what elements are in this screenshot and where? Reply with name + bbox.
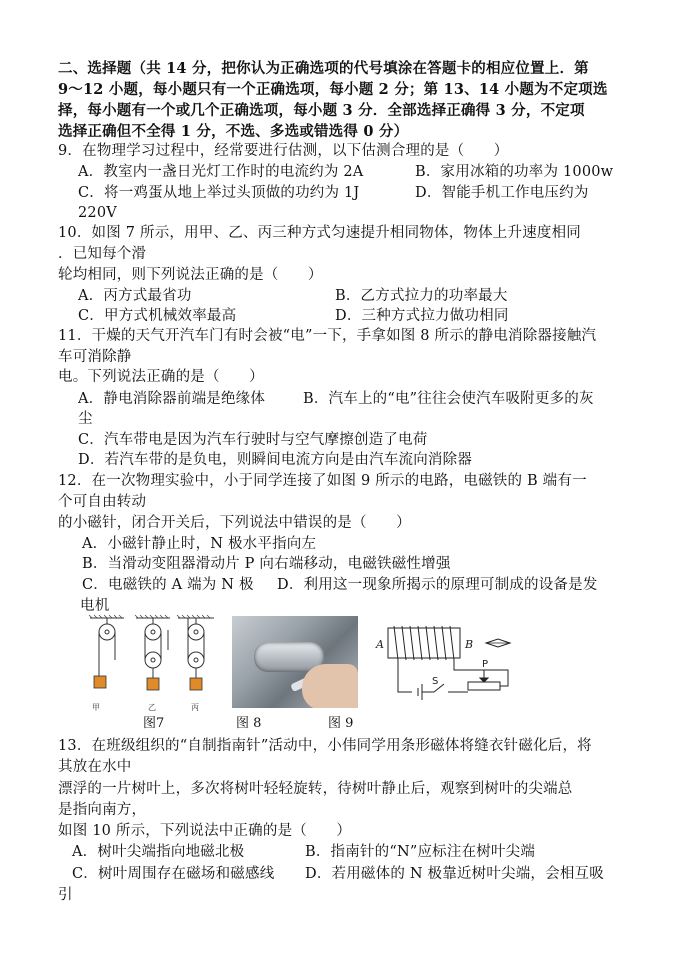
label-switch: S: [432, 676, 439, 687]
q11-stem-1: 11．干燥的天气开汽车门有时会被“电”一下，手拿如图 8 所示的静电消除器接触汽: [58, 328, 597, 344]
q13-option-d-cont: 引: [58, 887, 73, 903]
q11-option-b-cont: 尘: [78, 411, 93, 427]
figure-7-pulleys: [84, 614, 224, 714]
pulley-label-bing: 丙: [191, 703, 199, 712]
q12-option-d: D．利用这一现象所揭示的原理可制成的设备是发: [277, 577, 598, 593]
q13-option-c: C．树叶周围存在磁场和磁感线: [72, 866, 275, 882]
q11-option-a: A．静电消除器前端是绝缘体: [78, 391, 266, 407]
pulley-label-jia: 甲: [92, 703, 100, 712]
q13-stem-5: 如图 10 所示，下列说法中正确的是（ ）: [58, 823, 352, 839]
q9-option-d-cont: 220V: [78, 205, 117, 221]
q13-option-b: B．指南针的“N”应标注在树叶尖端: [305, 844, 536, 860]
q9-stem: 9．在物理学习过程中，经常要进行估测，以下估测合理的是（ ）: [58, 143, 509, 159]
q11-option-c: C．汽车带电是因为汽车行驶时与空气摩擦创造了电荷: [78, 432, 428, 448]
q10-stem-1: 10．如图 7 所示，用甲、乙、丙三种方式匀速提升相同物体，物体上升速度相同: [58, 225, 581, 241]
section-header-line-1: 二、选择题（共 14 分，把你认为正确选项的代号填涂在答题卡的相应位置上．第: [58, 60, 589, 77]
q12-stem-2: 个可自由转动: [58, 494, 147, 510]
section-header-line-3: 择，每小题有一个或几个正确选项，每小题 3 分．全部选择正确得 3 分，不定项: [58, 102, 585, 119]
q13-stem-2: 其放在水中: [58, 759, 132, 775]
q10-option-a: A．丙方式最省功: [78, 288, 192, 304]
label-p: P: [482, 659, 489, 670]
figure-9-caption: 图 9: [328, 716, 354, 731]
pulley-label-yi: 乙: [148, 703, 156, 712]
q9-option-c: C．将一鸡蛋从地上举过头顶做的功约为 1J: [78, 185, 360, 201]
hand: [302, 664, 358, 708]
figure-8-photo: [232, 616, 358, 708]
figure-8-caption: 图 8: [236, 716, 262, 731]
q13-stem-4: 是指向南方，: [58, 802, 147, 818]
q13-option-d: D．若用磁体的 N 极靠近树叶尖端，会相互吸: [305, 866, 604, 882]
q13-stem-1: 13．在班级组织的“自制指南针”活动中，小伟同学用条形磁体将缝衣针磁化后，将: [58, 738, 592, 754]
q9-option-d: D．智能手机工作电压约为: [415, 185, 589, 201]
q13-stem-3: 漂浮的一片树叶上，多次将树叶轻轻旋转，待树叶静止后，观察到树叶的尖端总: [58, 781, 573, 797]
q10-stem-3: 轮均相同，则下列说法正确的是（ ）: [58, 267, 323, 283]
q10-option-b: B．乙方式拉力的功率最大: [335, 288, 508, 304]
figure-9-circuit: [372, 618, 522, 702]
q12-option-d-cont: 电机: [80, 598, 110, 614]
q12-stem-1: 12．在一次物理实验中，小于同学连接了如图 9 所示的电路，电磁铁的 B 端有一: [58, 473, 587, 489]
section-header-line-2: 9～12 小题，每小题只有一个正确选项，每小题 2 分；第 13、14 小题为不定项选: [58, 81, 608, 98]
q12-option-a: A．小磁针静止时，N 极水平指向左: [82, 536, 317, 552]
q11-option-d: D．若汽车带的是负电，则瞬间电流方向是由汽车流向消除器: [78, 452, 473, 468]
q11-stem-2: 车可消除静: [58, 349, 132, 365]
label-b: B: [465, 638, 474, 651]
q10-option-c: C．甲方式机械效率最高: [78, 308, 237, 324]
section-header-line-4: 选择正确但不全得 1 分，不选、多选或错选得 0 分）: [58, 123, 409, 140]
q13-option-a: A．树叶尖端指向地磁北极: [72, 844, 245, 860]
q11-stem-3: 电。下列说法正确的是（ ）: [58, 369, 264, 385]
q9-option-a: A．教室内一盏日光灯工作时的电流约为 2A: [78, 164, 364, 180]
q9-option-b: B．家用冰箱的功率为 1000w: [415, 164, 614, 180]
q10-option-d: D．三种方式拉力做功相同: [335, 308, 509, 324]
label-a: A: [376, 638, 384, 651]
q12-option-b: B．当滑动变阻器滑动片 P 向右端移动，电磁铁磁性增强: [82, 556, 451, 572]
q11-option-b: B．汽车上的“电”往往会使汽车吸附更多的灰: [303, 391, 594, 407]
q12-option-c: C．电磁铁的 A 端为 N 极: [82, 577, 254, 593]
q12-stem-3: 的小磁针，闭合开关后，下列说法中错误的是（ ）: [58, 515, 411, 531]
figure-7-caption: 图7: [143, 716, 165, 731]
q10-stem-2: ．已知每个滑: [58, 246, 147, 262]
